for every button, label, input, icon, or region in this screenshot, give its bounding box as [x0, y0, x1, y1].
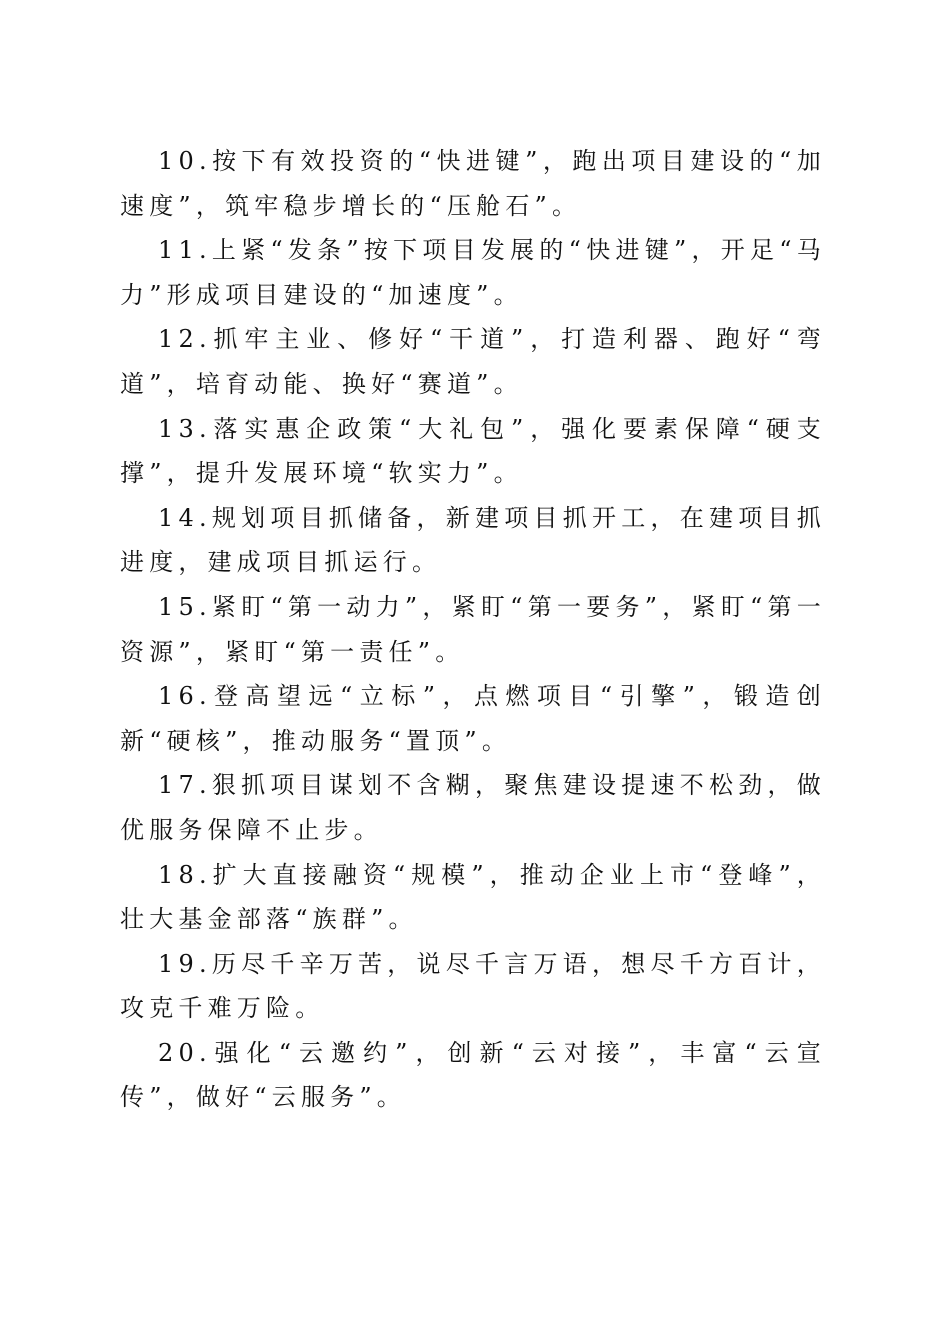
- paragraph-15: 15.紧盯“第一动力”，紧盯“第一要务”，紧盯“第一资源”，紧盯“第一责任”。: [120, 592, 826, 666]
- document-body: [120, 139, 826, 1120]
- paragraph-14: 14.规划项目抓储备，新建项目抓开工，在建项目抓进度，建成项目抓运行。: [120, 503, 826, 577]
- paragraph-17: 17.狠抓项目谋划不含糊，聚焦建设提速不松劲，做优服务保障不止步。: [120, 771, 826, 844]
- paragraph-13: 13.落实惠企政策“大礼包”，强化要素保障“硬支撑”，提升发展环境“软实力”。: [120, 414, 826, 488]
- paragraph-20: 20.强化“云邀约”，创新“云对接”，丰富“云宣传”，做好“云服务”。: [120, 1038, 826, 1112]
- paragraph-16: 16.登高望远“立标”，点燃项目“引擎”，锻造创新“硬核”，推动服务“置顶”。: [120, 682, 826, 755]
- paragraph-12: 12.抓牢主业、修好“干道”，打造利器、跑好“弯道”，培育动能、换好“赛道”。: [120, 325, 826, 398]
- paragraph-18: 18.扩大直接融资“规模”，推动企业上市“登峰”，壮大基金部落“族群”。: [120, 860, 826, 934]
- paragraph-11: 11.上紧“发条”按下项目发展的“快进键”，开足“马力”形成项目建设的“加速度”。: [120, 236, 826, 309]
- paragraph-10: 10.按下有效投资的“快进键”，跑出项目建设的“加速度”，筑牢稳步增长的“压舱石”。: [120, 147, 826, 220]
- paragraph-19: 19.历尽千辛万苦，说尽千言万语，想尽千方百计，攻克千难万险。: [120, 949, 826, 1023]
